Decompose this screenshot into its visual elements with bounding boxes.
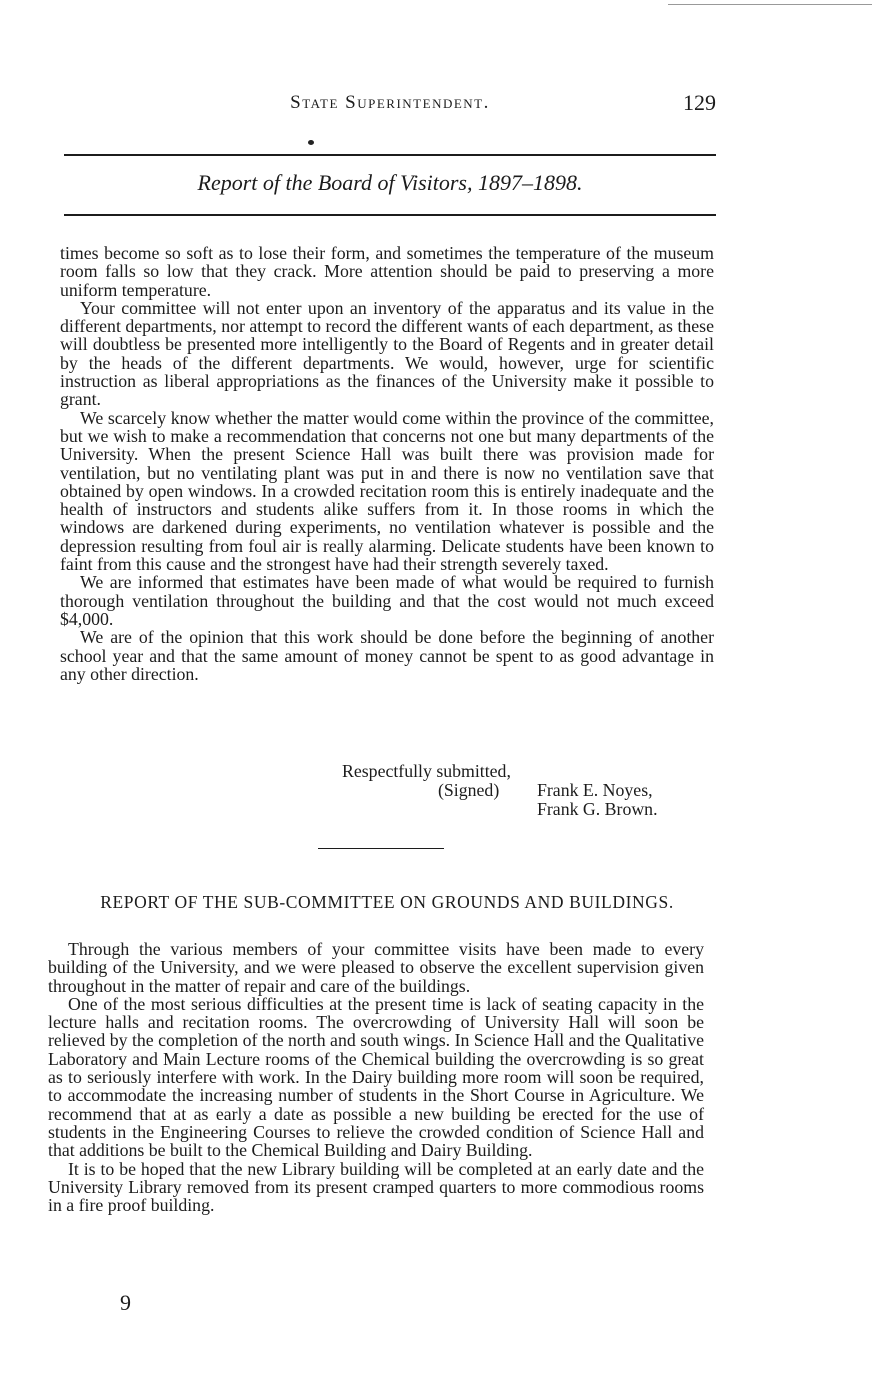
- section-divider: [318, 848, 444, 849]
- signed-label: (Signed): [438, 780, 500, 800]
- paragraph: It is to be hoped that the new Library building will be completed at an early date and the University Library removed from its present cramped quarters to more commodious rooms in a fire proof building.: [48, 1158, 704, 1216]
- signatory-name: Frank G. Brown.: [537, 799, 658, 819]
- running-title: State Superintendent.: [290, 92, 490, 113]
- paragraph: Through the various members of your committee visits have been made to every building of the University, and we were pleased to observe the excellent supervision given throughout in the matter of repair and care of the buildings.: [48, 939, 704, 996]
- top-corner-rule: [668, 4, 872, 5]
- report-subtitle: Report of the Board of Visitors, 1897–1898.: [197, 170, 583, 195]
- paragraph: We are informed that estimates have been made of what would be required to furnish thorough ventilation throughout the building and that the cost would not much exceed $4,000.: [60, 572, 714, 629]
- section-heading: REPORT OF THE SUB-COMMITTEE ON GROUNDS AND BUILDINGS.: [100, 892, 674, 912]
- paragraph: Your committee will not enter upon an inventory of the apparatus and its value in the different departments, nor attempt to record the different wants of each department, as these will doubtless be presented more intelligently to the Board of Regents and in greater detail by the heads of the different departments. We would, however, urge for scientific instruction as liberal appropriations as the finances of the University make it possible to grant.: [60, 297, 714, 410]
- running-head: [64, 92, 716, 120]
- header-rule-top: [64, 154, 716, 156]
- signature-mark: 9: [120, 1290, 131, 1315]
- signatory-name: Frank E. Noyes,: [537, 780, 653, 800]
- paragraph: We are of the opinion that this work should be done before the beginning of another school year and that the same amount of money cannot be spent to as good advantage in any other direction.: [60, 627, 714, 684]
- grounds-report-body: [48, 940, 704, 1214]
- paragraph: times become so soft as to lose their form, and sometimes the temperature of the museum room falls so low that they crack. More attention should be paid to preserving a more uniform temperature.: [60, 243, 714, 300]
- visitors-report-body: [60, 244, 714, 683]
- paragraph: We scarcely know whether the matter would come within the province of the committee, but we wish to make a recommendation that concerns not one but many departments of the University. When the present Science Hall was built there was provision made for ventilation, but no ventilating plant was put in and there is now no ventilation save that obtained by open windows. In a crowded recitation room this is entirely inadequate and the health of instructors and students alike suffers from it. In those rooms in which the windows are darkened during experiments, no ventilation whatever is possible and the depression resulting from foul air is really alarming. Delicate students have been known to faint from this cause and the strongest have had their strength severely taxed.: [60, 407, 714, 575]
- paragraph: One of the most serious difficulties at the present time is lack of seating capacity in the lecture halls and recitation rooms. The overcrowding of University Hall will soon be relieved by the completion of the north and south wings. In Science Hall and the Qualitative Laboratory and Main Lecture rooms of the Chemical building the overcrowding is so great as to seriously interfere with work. In the Dairy building more room will soon be required, to accommodate the increasing number of students in the Short Course in Agriculture. We recommend that at as early a date as possible a new building be erected for the use of students in the Engineering Courses to relieve the crowded condition of Science Hall and that additions be built to the Chemical Building and Dairy Building.: [48, 993, 704, 1161]
- ink-dot: [308, 140, 314, 145]
- page-number: 129: [683, 90, 716, 115]
- closing-line: Respectfully submitted,: [342, 761, 511, 781]
- header-rule-bottom: [64, 214, 716, 216]
